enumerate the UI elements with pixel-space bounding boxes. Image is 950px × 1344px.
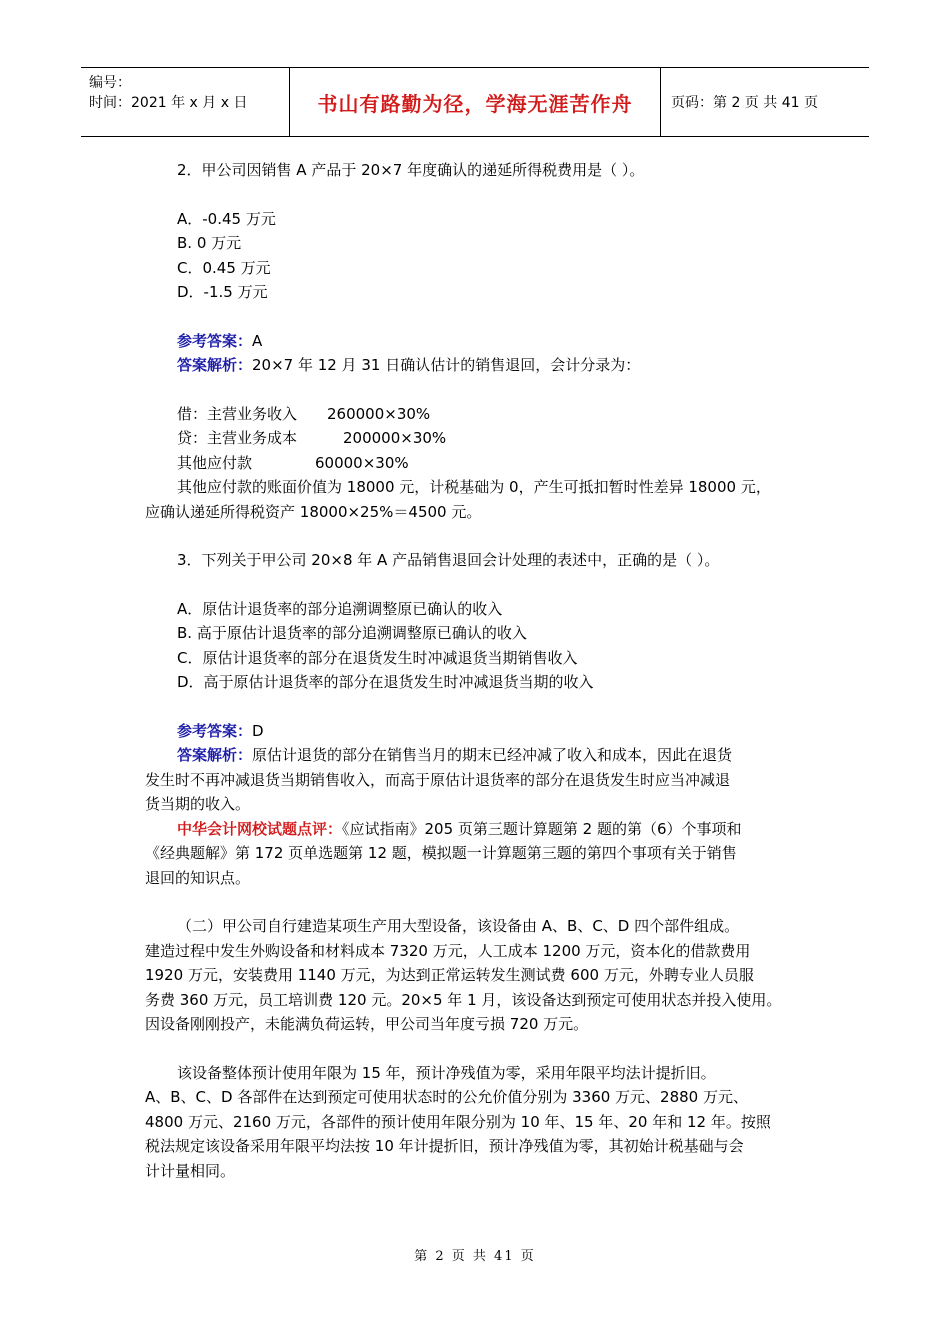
- section2-p2-line-3: 4800 万元、2160 万元，各部件的预计使用年限分别为 10 年、15 年、20 年和 12 年。按照: [145, 1112, 771, 1131]
- q3-review-line-2: 《经典题解》第 172 页单选题第 12 题，模拟题一计算题第三题的第四个事项有关于销售: [145, 844, 737, 862]
- q3-option-d: D．高于原估计退货率的部分在退货发生时冲减退货当期的收入: [177, 673, 594, 691]
- q2-entry-debit: [145, 402, 810, 427]
- q2-option-d: D．-1.5 万元: [177, 283, 268, 301]
- q3-analysis-label: 答案解析：: [177, 746, 253, 764]
- section2-p1-line-2: 建造过程中发生外购设备和材料成本 7320 万元，人工成本 1200 万元，资本化的借款费用: [145, 941, 751, 960]
- q3-answer-value: D: [252, 721, 264, 740]
- page-footer: 第 2 页 共 41 页: [414, 1249, 536, 1264]
- q3-answer: [145, 719, 810, 744]
- entry-label: 借：主营业务收入: [177, 404, 298, 423]
- q2-entry-credit: [145, 426, 810, 451]
- q3-analysis-line-2: 发生时不再冲减退货当期销售收入，而高于原估计退货率的部分在退货发生时应当冲减退: [145, 770, 731, 789]
- q3-analysis-line-3: 货当期的收入。: [145, 795, 251, 813]
- q2-option-a: A．-0.45 万元: [177, 209, 276, 228]
- section2-p1-line-4: 务费 360 万元，员工培训费 120 元。20×5 年 1 月，该设备达到预定可使用状态并投入使用。: [145, 990, 782, 1009]
- q3-option-a: A．原估计退货率的部分追溯调整原已确认的收入: [177, 599, 503, 618]
- q3-review-line-1: [145, 817, 810, 842]
- time-label: 时间：2021 年 x 月 x 日: [89, 95, 248, 111]
- q2-option-c: C．0.45 万元: [177, 258, 271, 277]
- q3-review-line-3: 退回的知识点。: [145, 868, 251, 887]
- entry-value: 260000×30%: [327, 404, 431, 423]
- entry-value: 60000×30%: [315, 453, 409, 472]
- q3-analysis-line-1: [145, 743, 810, 768]
- header-motto-cell: [290, 68, 661, 136]
- section2-p2-line-5: 计计量相同。: [145, 1161, 236, 1180]
- q2-explain-1: 其他应付款的账面价值为 18000 元，计税基础为 0，产生可抵扣暂时性差异 18000 元，: [177, 478, 771, 496]
- header-meta: [81, 68, 290, 136]
- entry-label: 贷：主营业务成本: [177, 429, 298, 447]
- q2-question: 2．甲公司因销售 A 产品于 20×7 年度确认的递延所得税费用是（ ）。: [177, 161, 645, 179]
- section2-p2-line-4: 税法规定该设备采用年限平均法按 10 年计提折旧，预计净残值为零，其初始计税基础与会: [145, 1137, 744, 1155]
- q3-option-c: C．原估计退货率的部分在退货发生时冲减退货当期销售收入: [177, 648, 578, 667]
- section2-p1-line-5: 因设备刚刚投产，未能满负荷运转，甲公司当年度亏损 720 万元。: [145, 1015, 589, 1033]
- page-header: [81, 67, 869, 137]
- q3-option-b: B. 高于原估计退货率的部分追溯调整原已确认的收入: [177, 624, 527, 642]
- q2-answer: [145, 329, 810, 354]
- section2-p2-line-1: 该设备整体预计使用年限为 15 年，预计净残值为零，采用年限平均法计提折旧。: [177, 1063, 716, 1082]
- q2-entry-other: [145, 451, 810, 476]
- number-label: 编号：: [89, 75, 131, 91]
- entry-value: 200000×30%: [343, 429, 447, 447]
- section2-p1-line-3: 1920 万元，安装费用 1140 万元，为达到正常运转发生测试费 600 万元，外聘专业人员服: [145, 966, 754, 984]
- q2-option-b: B. 0 万元: [177, 234, 242, 252]
- q3-question: 3．下列关于甲公司 20×8 年 A 产品销售退回会计处理的表述中，正确的是（ ）。: [177, 551, 720, 569]
- q3-answer-label: 参考答案：: [177, 721, 253, 740]
- section2-p2-line-2: A、B、C、D 各部件在达到预定可使用状态时的公允价值分别为 3360 万元、2880 万元、: [145, 1088, 748, 1106]
- header-page-info: 页码：第 2 页 共 41 页: [671, 95, 818, 111]
- q2-analysis-text: 20×7 年 12 月 31 日确认估计的销售退回，会计分录为：: [252, 356, 641, 374]
- q2-answer-label: 参考答案：: [177, 331, 253, 350]
- q2-explain-2: 应确认递延所得税资产 18000×25%＝4500 元。: [145, 502, 482, 521]
- q3-review-label: 中华会计网校试题点评：: [177, 819, 343, 838]
- motto: 书山有路勤为径，学海无涯苦作舟: [317, 91, 633, 116]
- q3-analysis-text: 原估计退货的部分在销售当月的期末已经冲减了收入和成本，因此在退货: [252, 746, 733, 764]
- q2-analysis-label: 答案解析：: [177, 356, 253, 374]
- q2-analysis: [145, 353, 810, 378]
- q2-answer-value: A: [252, 331, 263, 350]
- entry-label: 其他应付款: [177, 453, 253, 472]
- section2-p1-line-1: （二）甲公司自行建造某项生产用大型设备，该设备由 A、B、C、D 四个部件组成。: [177, 917, 740, 935]
- document-body: [145, 158, 810, 1183]
- q3-review-text: 《应试指南》205 页第三题计算题第 2 题的第（6）个事项和: [342, 819, 742, 838]
